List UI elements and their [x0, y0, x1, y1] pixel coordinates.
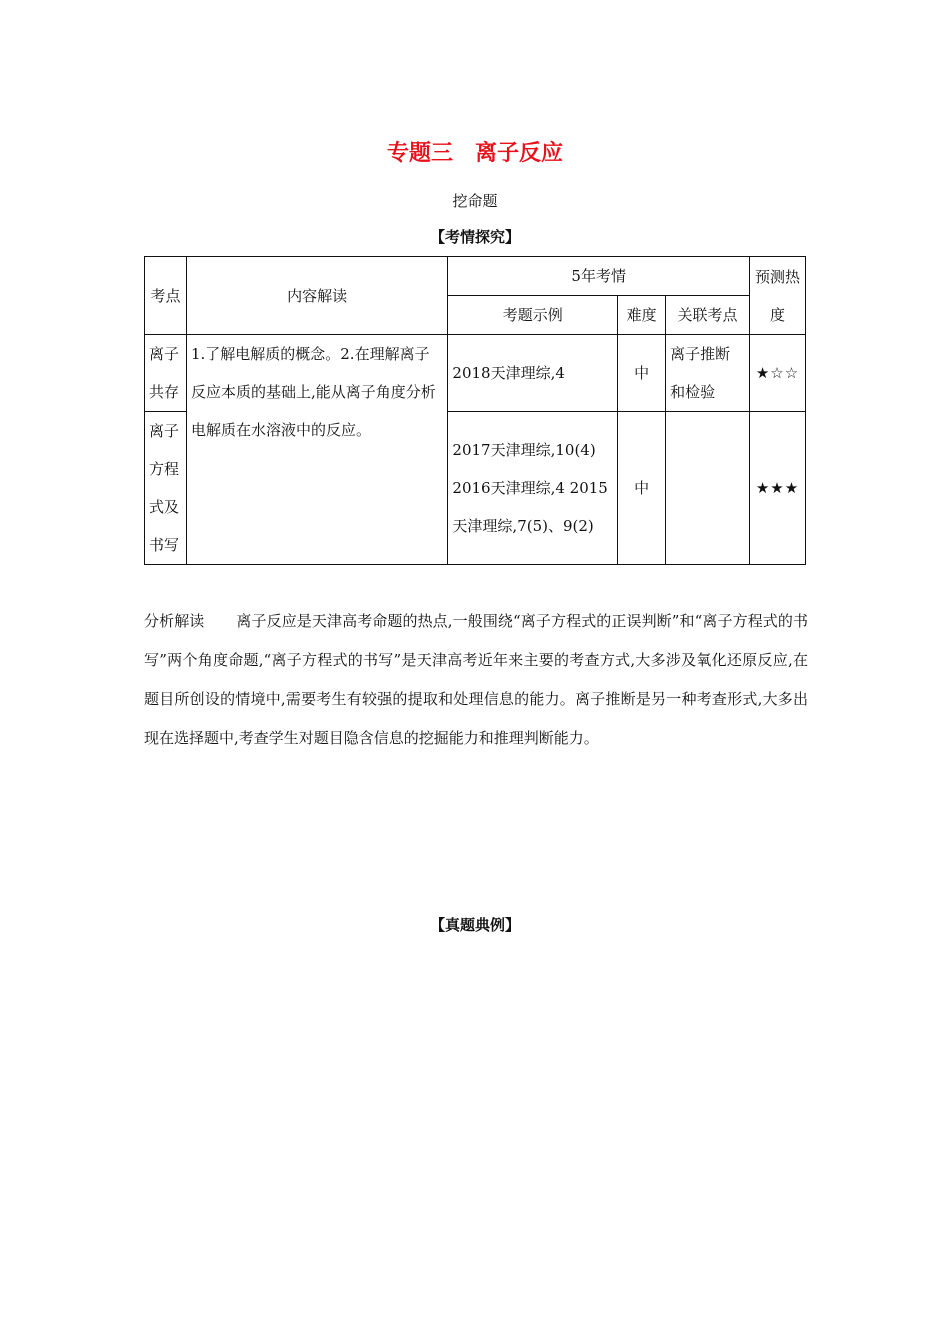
header-content: 内容解读: [186, 257, 447, 335]
table-header-row: [145, 257, 806, 296]
exam-analysis-table: [144, 256, 806, 565]
content-cell: 1.了解电解质的概念。2.在理解离子反应本质的基础上,能从离子角度分析电解质在水溶液中的反应。: [186, 335, 447, 565]
header-example: 考题示例: [448, 296, 618, 335]
header-related: 关联考点: [666, 296, 750, 335]
section-heading-exam-analysis: 【考情探究】: [429, 228, 520, 246]
forecast-stars: ★☆☆: [749, 335, 805, 412]
page-title: 专题三 离子反应: [386, 141, 563, 166]
header-five-year: 5年考情: [448, 257, 750, 296]
header-kaodian: 考点: [145, 257, 187, 335]
difficulty-cell: 中: [618, 335, 666, 412]
analysis-label: 分析解读: [144, 612, 205, 630]
header-difficulty: 难度: [618, 296, 666, 335]
table-row: [145, 335, 806, 412]
forecast-stars: ★★★: [749, 412, 805, 565]
related-cell: 离子推断和检验: [666, 335, 750, 412]
example-cell: 2017天津理综,10(4) 2016天津理综,4 2015天津理综,7(5)、9(2): [448, 412, 618, 565]
section-heading-examples: 【真题典例】: [429, 916, 520, 934]
related-cell: [666, 412, 750, 565]
header-forecast: 预测热度: [749, 257, 805, 335]
example-cell: 2018天津理综,4: [448, 335, 618, 412]
topic-cell: 离子方程式及书写: [145, 412, 187, 565]
topic-cell: 离子共存: [145, 335, 187, 412]
analysis-text: 离子反应是天津高考命题的热点,一般围绕“离子方程式的正误判断”和“离子方程式的书写”两个角度命题,“离子方程式的书写”是天津高考近年来主要的考查方式,大多涉及氧化还原反应,在题目所创设的情境中,需要考生有较强的提取和处理信息的能力。离子推断是另一种考查形式,大多出现在选择题中,考查学生对题目隐含信息的挖掘能力和推理判断能力。: [144, 612, 808, 747]
analysis-paragraph: [144, 602, 808, 758]
difficulty-cell: 中: [618, 412, 666, 565]
subtitle: 挖命题: [452, 192, 498, 210]
